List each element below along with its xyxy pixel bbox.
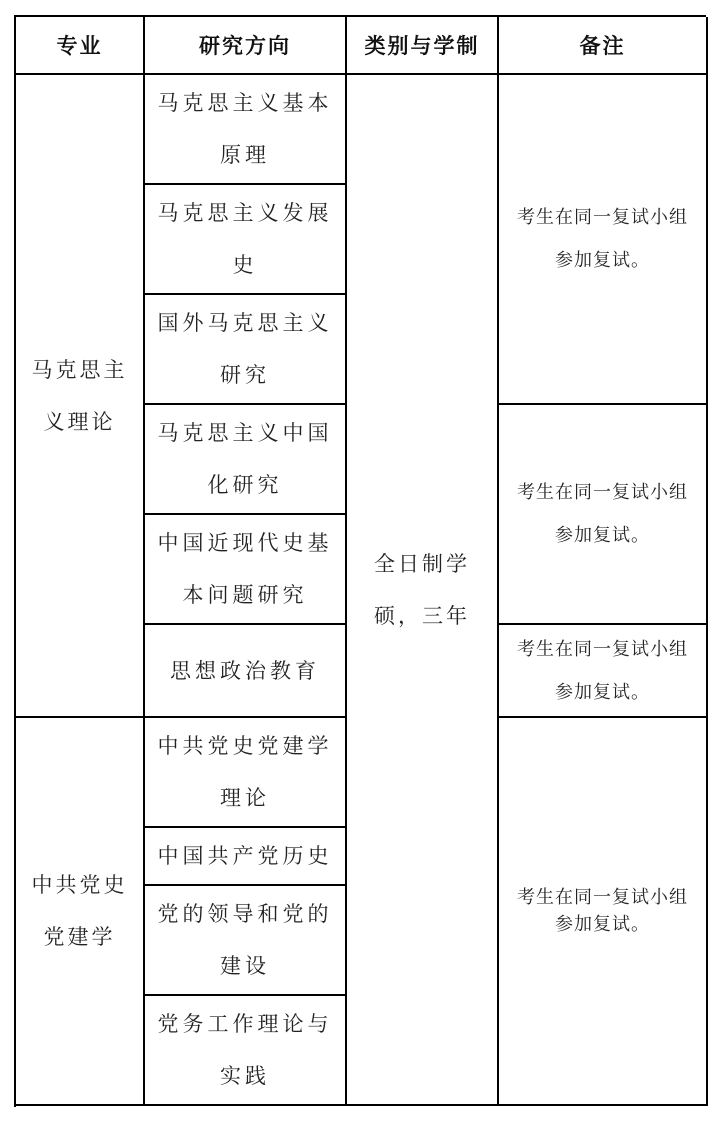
direction-cell xyxy=(145,828,347,886)
header-direction xyxy=(145,17,347,75)
header-direction-text: 研究方向 xyxy=(199,34,291,58)
note-text: 考生在同一复试小组参加复试。 xyxy=(517,482,688,546)
major-name: 中共党史党建学 xyxy=(31,873,128,949)
direction-cell xyxy=(145,625,347,718)
direction-cell xyxy=(145,405,347,515)
direction-cell xyxy=(145,996,347,1106)
direction-name: 中国近现代史基本问题研究 xyxy=(157,531,333,607)
note-text: 考生在同一复试小组参加复试。 xyxy=(517,207,688,271)
direction-name: 党的领导和党的建设 xyxy=(157,902,333,978)
note-cell xyxy=(499,625,708,718)
note-text: 考生在同一复试小组参加复试。 xyxy=(517,887,688,935)
direction-name: 马克思主义中国化研究 xyxy=(157,421,333,497)
note-cell xyxy=(499,405,708,625)
header-type xyxy=(347,17,499,75)
direction-name: 党务工作理论与实践 xyxy=(157,1012,333,1088)
major-name: 马克思主义理论 xyxy=(31,357,128,434)
direction-cell xyxy=(145,886,347,996)
admission-table xyxy=(14,15,706,1107)
direction-name: 马克思主义发展史 xyxy=(157,201,333,277)
major-cell-party-history xyxy=(16,718,145,1106)
header-major xyxy=(16,17,145,75)
major-cell-marxism xyxy=(16,75,145,718)
note-text: 考生在同一复试小组参加复试。 xyxy=(517,638,688,703)
header-type-text: 类别与学制 xyxy=(364,34,480,58)
direction-cell xyxy=(145,295,347,405)
direction-name: 国外马克思主义研究 xyxy=(157,311,333,387)
header-note-text: 备注 xyxy=(579,34,626,58)
direction-name: 马克思主义基本原理 xyxy=(157,91,333,167)
direction-cell xyxy=(145,185,347,295)
direction-name: 思想政治教育 xyxy=(170,658,320,683)
type-text: 全日制学硕，三年 xyxy=(374,551,470,628)
header-major-text: 专业 xyxy=(56,34,103,58)
header-note xyxy=(499,17,708,75)
direction-cell xyxy=(145,75,347,185)
direction-cell xyxy=(145,515,347,625)
direction-name: 中共党史党建学理论 xyxy=(157,734,333,810)
direction-name: 中国共产党历史 xyxy=(157,844,333,868)
note-cell xyxy=(499,75,708,405)
direction-cell xyxy=(145,718,347,828)
type-cell xyxy=(347,75,499,1106)
note-cell xyxy=(499,718,708,1106)
